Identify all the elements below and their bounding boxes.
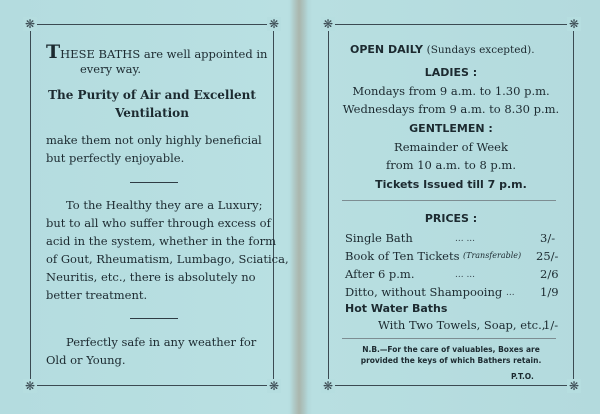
para2-line: of Gout, Rheumatism, Lumbago, Sciatica, xyxy=(46,252,289,266)
gentlemen-heading: GENTLEMEN : xyxy=(409,122,493,135)
open-daily-line: OPEN DAILY (Sundays excepted). xyxy=(350,43,535,56)
para2-line: but to all who suffer through excess of xyxy=(46,216,271,230)
price-note: (Transferable) xyxy=(463,251,522,260)
divider xyxy=(130,182,178,183)
tickets-issued: Tickets Issued till 7 p.m. xyxy=(375,178,527,191)
corner-ornament-icon: ❋ xyxy=(24,379,36,393)
heading-line-2: Ventilation xyxy=(115,106,189,120)
corner-ornament-icon: ❋ xyxy=(322,379,334,393)
para2-line: acid in the system, whether in the form xyxy=(46,234,277,248)
heading-line-1: The Purity of Air and Excellent xyxy=(48,88,256,102)
price-value: 2/6 xyxy=(540,267,559,281)
corner-ornament-icon: ❋ xyxy=(568,17,580,31)
price-dots: ... ... xyxy=(455,270,476,280)
corner-ornament-icon: ❋ xyxy=(322,17,334,31)
hot-water-heading: Hot Water Baths xyxy=(345,302,448,315)
nb-line-2: provided the keys of which Bathers retain. xyxy=(360,356,542,365)
para3-line-2: Old or Young. xyxy=(46,353,126,367)
divider xyxy=(342,338,556,339)
para2-line: Neuritis, etc., there is absolutely no xyxy=(46,270,256,284)
price-value: 1/9 xyxy=(540,285,559,299)
para3-line-1: Perfectly safe in any weather for xyxy=(66,335,257,349)
divider xyxy=(130,318,178,319)
ladies-line: Wednesdays from 9 a.m. to 8.30 p.m. xyxy=(342,102,560,116)
gentlemen-line: from 10 a.m. to 8 p.m. xyxy=(385,158,516,172)
price-label: Book of Ten Tickets xyxy=(345,249,460,263)
corner-ornament-icon: ❋ xyxy=(268,17,280,31)
price-label: After 6 p.m. xyxy=(345,267,415,281)
price-value: 25/- xyxy=(536,249,559,263)
intro-line-2: every way. xyxy=(80,62,142,76)
benefit-line-2: but perfectly enjoyable. xyxy=(46,151,185,165)
para2-line: better treatment. xyxy=(46,288,148,302)
center-fold xyxy=(290,0,308,414)
price-label: Single Bath xyxy=(345,231,413,245)
price-value: 3/- xyxy=(540,231,556,245)
benefit-line-1: make them not only highly beneficial xyxy=(46,133,262,147)
ladies-line: Mondays from 9 a.m. to 1.30 p.m. xyxy=(352,84,550,98)
nb-line-1: N.B.—For the care of valuables, Boxes are xyxy=(362,345,540,354)
para2-line: To the Healthy they are a Luxury; xyxy=(66,198,263,212)
hot-water-price: 1/- xyxy=(543,318,559,332)
price-dots: ... xyxy=(506,288,515,298)
corner-ornament-icon: ❋ xyxy=(568,379,580,393)
corner-ornament-icon: ❋ xyxy=(268,379,280,393)
ladies-heading: LADIES : xyxy=(424,66,478,79)
prices-heading: PRICES : xyxy=(424,212,478,225)
intro-line-1: THESE BATHS are well appointed in xyxy=(46,41,268,63)
hot-water-line: With Two Towels, Soap, etc., xyxy=(378,318,546,332)
price-dots: ... ... xyxy=(455,234,476,244)
pto-label: P.T.O. xyxy=(511,372,534,381)
price-label: Ditto, without Shampooing xyxy=(345,285,503,299)
gentlemen-line: Remainder of Week xyxy=(394,140,508,154)
divider xyxy=(342,200,556,201)
corner-ornament-icon: ❋ xyxy=(24,17,36,31)
